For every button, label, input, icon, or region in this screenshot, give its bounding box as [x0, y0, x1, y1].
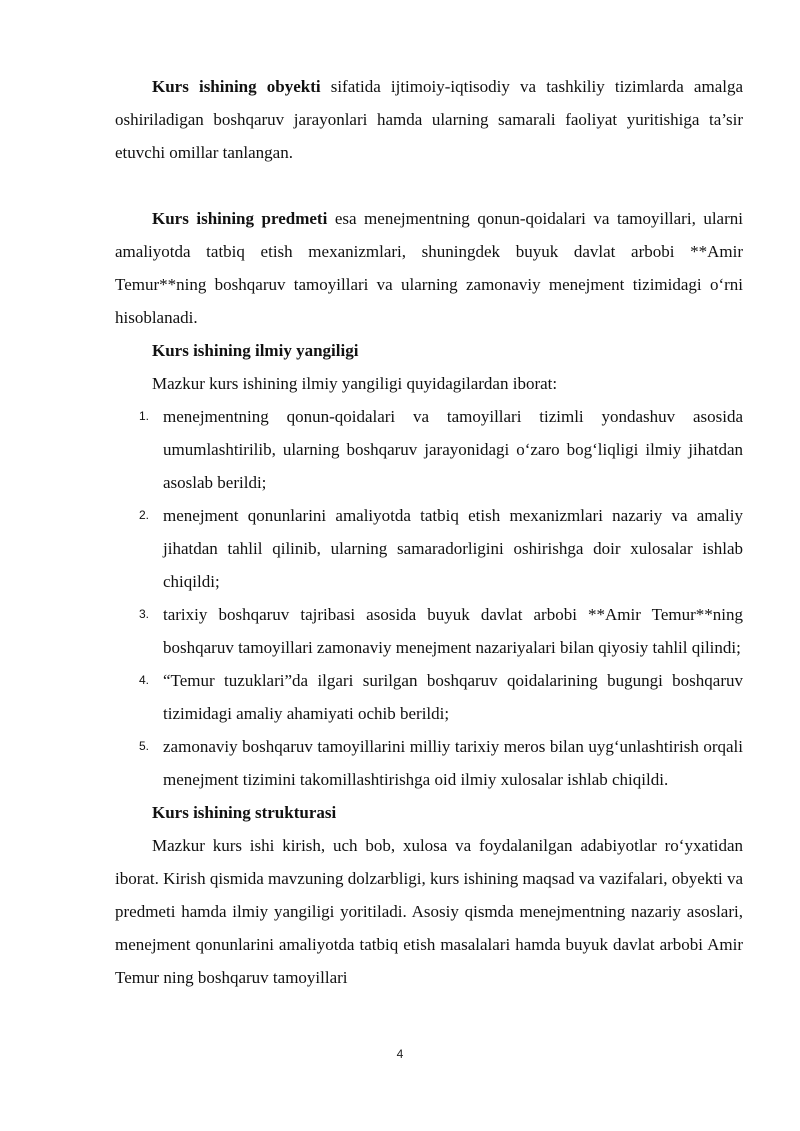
structure-heading: Kurs ishining strukturasi	[152, 803, 337, 822]
blank-line	[115, 169, 743, 202]
object-text: sifatida ijtimoiy-iqtisodiy va tashkiliy tizimlarda amalga oshiriladigan boshqaruv jarayonlari hamda ularning samarali faoliyat yuritishiga ta’sir etuvchi omillar tanlangan.	[115, 77, 744, 162]
structure-paragraph: Mazkur kurs ishi kirish, uch bob, xulosa va foydalanilgan adabiyotlar ro‘yxatidan iborat. Kirish qismida mavzuning dolzarbligi, kurs ishining maqsad va vazifalari, obyekti va predmeti hamda ilmiy yangiligi yoritiladi. Asosiy qismda menejmentning nazariy asoslari, menejment qonunlarini amaliyotda tatbiq etish masalalari hamda buyuk davlat arbobi Amir Temur ning boshqaruv tamoyillari	[115, 836, 743, 987]
list-item	[115, 499, 743, 598]
list-item-text: “Temur tuzuklari”da ilgari surilgan boshqaruv qoidalarining bugungi boshqaruv tizimidagi amaliy ahamiyati ochib berildi;	[163, 671, 743, 723]
list-item-number: 1.	[139, 409, 150, 423]
list-item-text: tarixiy boshqaruv tajribasi asosida buyuk davlat arbobi **Amir Temur**ning boshqaruv tamoyillari zamonaviy menejment nazariyalari bilan qiyosiy tahlil qilindi;	[163, 605, 743, 657]
object-paragraph	[115, 70, 743, 169]
list-item-number: 4.	[139, 673, 150, 687]
list-item-number: 2.	[139, 508, 150, 522]
list-item	[115, 400, 743, 499]
subject-paragraph	[115, 202, 743, 334]
subject-text: esa menejmentning qonun-qoidalari va tamoyillari, ularni amaliyotda tatbiq etish mexanizmlari, shuningdek buyuk davlat arbobi **Amir Temur**ning boshqaruv tamoyillari va ularning zamonaviy menejment tizimidagi o‘rni hisoblanadi.	[115, 209, 743, 327]
novelty-heading: Kurs ishining ilmiy yangiligi	[152, 341, 359, 360]
novelty-list	[115, 400, 743, 796]
document-page	[115, 70, 743, 994]
object-lead: Kurs ishining obyekti	[152, 77, 321, 96]
list-item-number: 3.	[139, 607, 150, 621]
list-item-number: 5.	[139, 739, 150, 753]
list-item	[115, 730, 743, 796]
list-item	[115, 598, 743, 664]
list-item-text: menejmentning qonun-qoidalari va tamoyillari tizimli yondashuv asosida umumlashtirilib, ularning boshqaruv jarayonidagi o‘zaro bog‘liqligi ilmiy jihatdan asoslab berildi;	[163, 407, 743, 492]
list-item-text: zamonaviy boshqaruv tamoyillarini milliy tarixiy meros bilan uyg‘unlashtirish orqali menejment tizimini takomillashtirishga oid ilmiy xulosalar ishlab chiqildi.	[163, 737, 743, 789]
list-item	[115, 664, 743, 730]
novelty-intro: Mazkur kurs ishining ilmiy yangiligi quyidagilardan iborat:	[152, 374, 558, 393]
subject-lead: Kurs ishining predmeti	[152, 209, 328, 228]
page-number: 4	[396, 1047, 404, 1061]
list-item-text: menejment qonunlarini amaliyotda tatbiq etish mexanizmlari nazariy va amaliy jihatdan tahlil qilinib, ularning samaradorligini oshirishga doir xulosalar ishlab chiqildi;	[163, 506, 743, 591]
